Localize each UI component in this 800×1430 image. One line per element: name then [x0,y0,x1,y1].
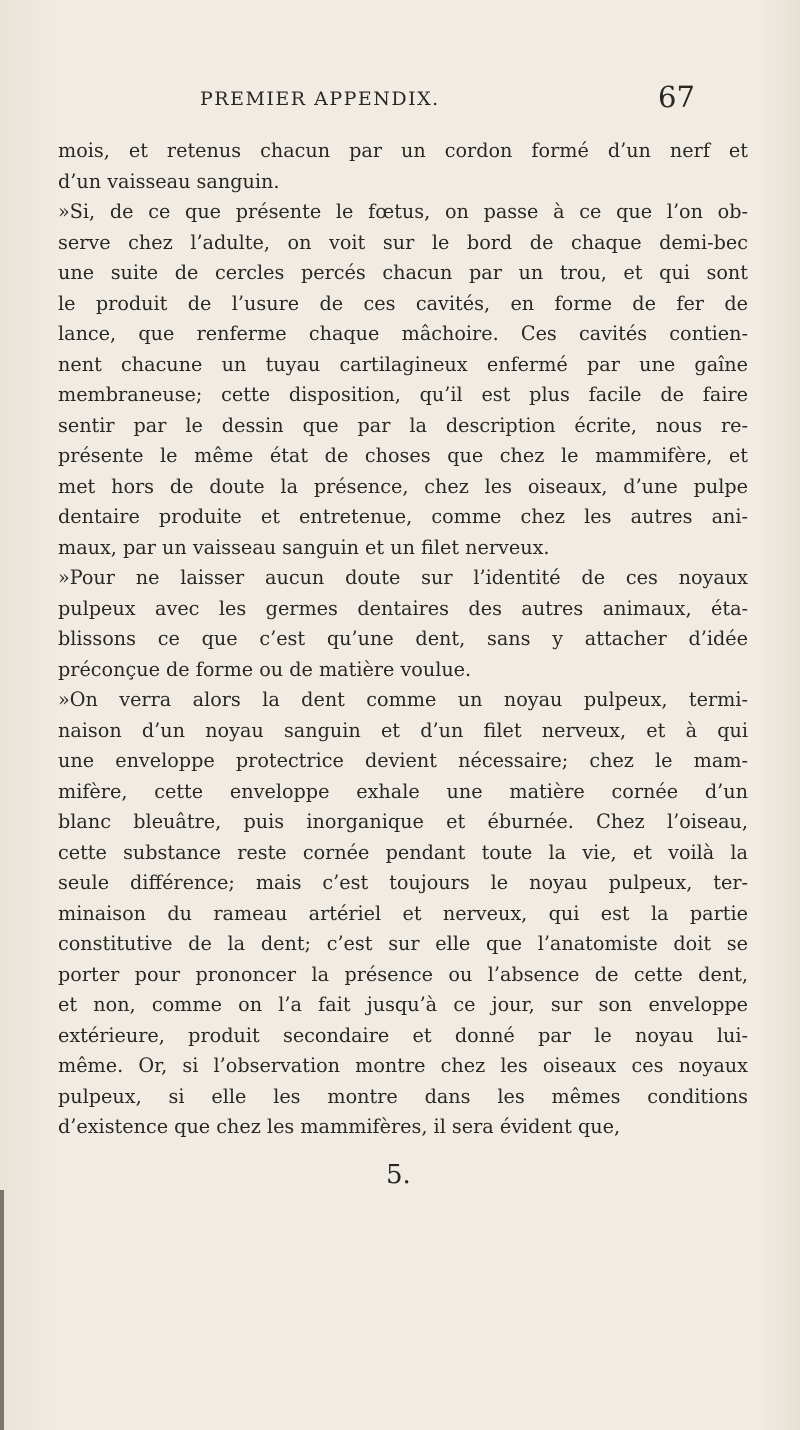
text-line: constitutive de la dent; c’est sur elle que l’anatomiste doit se [58,932,748,955]
text-line: d’un vaisseau sanguin. [58,169,280,193]
text-line: pulpeux, si elle les montre dans les mêmes conditions [58,1084,748,1108]
text-line: le produit de l’usure de ces cavités, en forme de fer de [58,291,748,315]
text-line: dentaire produite et entretenue, comme chez les autres ani- [58,505,748,528]
text-line: membraneuse; cette disposition, qu’il est plus facile de faire [58,383,748,406]
text-line: naison d’un noyau sanguin et d’un filet nerveux, et à qui [58,718,748,742]
text-line: lance, que renferme chaque mâchoire. Ces cavités contien- [58,322,748,345]
text-line: met hors de doute la présence, chez les oiseaux, d’une pulpe [58,474,748,498]
text-line: même. Or, si l’observation montre chez les oiseaux ces noyaux [58,1054,748,1077]
text-line: d’existence que chez les mammifères, il sera évident que, [58,1115,621,1138]
text-line: blissons ce que c’est qu’une dent, sans y attacher d’idée [58,627,748,650]
text-line: extérieure, produit secondaire et donné par le noyau lui- [58,1023,748,1047]
text-line: blanc bleuâtre, puis inorganique et éburnée. Chez l’oiseau, [58,810,748,833]
page-number: 67 [658,80,695,114]
text-line: sentir par le dessin que par la description écrite, nous re- [58,413,748,437]
text-line: et non, comme on l’a fait jusqu’à ce jour, sur son enveloppe [58,993,748,1016]
text-line: »On verra alors la dent comme un noyau pulpeux, termi- [58,688,748,711]
text-line: serve chez l’adulte, on voit sur le bord de chaque demi-bec [58,230,748,254]
running-title: PREMIER APPENDIX. [200,88,440,110]
page-edge-shadow [0,1190,4,1430]
text-line: mois, et retenus chacun par un cordon formé d’un nerf et [58,139,748,162]
text-line: présente le même état de choses que chez le mammifère, et [58,444,748,467]
text-line: seule différence; mais c’est toujours le noyau pulpeux, ter- [58,871,748,894]
text-line: une suite de cercles percés chacun par un trou, et qui sont [58,261,748,284]
text-line: porter pour prononcer la présence ou l’absence de cette dent, [58,962,748,986]
text-line: mifère, cette enveloppe exhale une matière cornée d’un [58,779,748,803]
text-line: nent chacune un tuyau cartilagineux enfermé par une gaîne [58,352,748,376]
text-line: maux, par un vaisseau sanguin et un filet nerveux. [58,535,550,559]
body-text [58,136,748,1143]
text-line: préconçue de forme ou de matière voulue. [58,657,472,681]
text-line: cette substance reste cornée pendant toute la vie, et voilà la [58,840,748,864]
text-line: pulpeux avec les germes dentaires des autres animaux, éta- [58,596,748,620]
signature-mark: 5. [386,1160,411,1190]
text-line: »Pour ne laisser aucun doute sur l’identité de ces noyaux [58,566,748,589]
text-line: minaison du rameau artériel et nerveux, qui est la partie [58,901,748,925]
text-line: une enveloppe protectrice devient nécessaire; chez le mam- [58,749,748,772]
text-line: »Si, de ce que présente le fœtus, on passe à ce que l’on ob- [58,200,748,223]
